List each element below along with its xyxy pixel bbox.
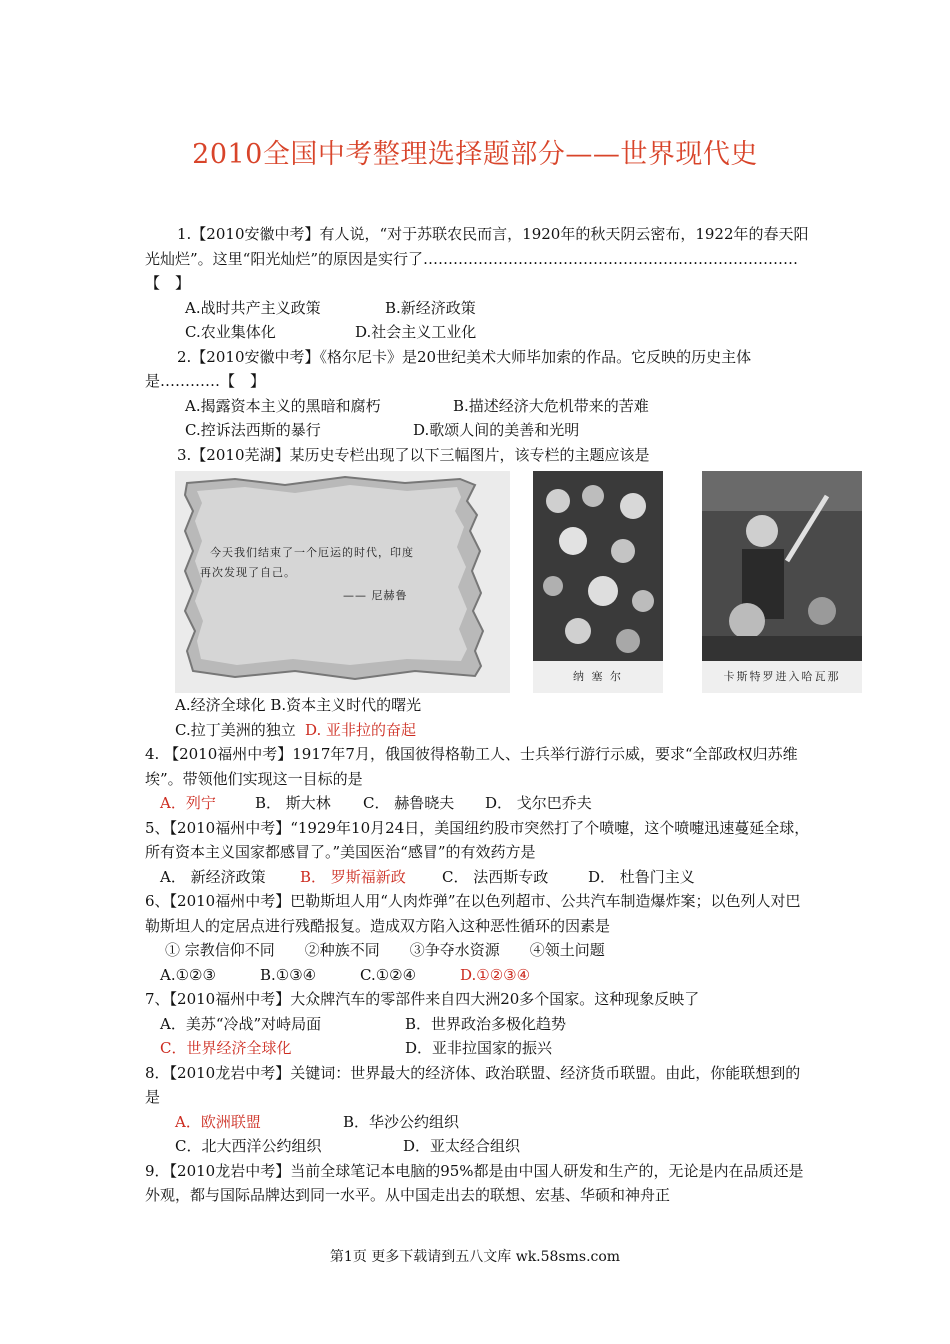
- q3-options-row2: [145, 718, 810, 743]
- quote-line-2: 再次发现了自己。: [200, 566, 296, 579]
- q3-images: [175, 471, 865, 693]
- castro-photo-graphic: [702, 471, 862, 661]
- q1-stem: 1.【2010安徽中考】有人说，“对于苏联农民而言，1920年的秋天阴云密布，1922年的春天阳光灿烂”。这里“阳光灿烂”的原因是实行了…………………………………………………………………【 】: [145, 225, 809, 292]
- q8-option-c: C．北大西洋公约组织: [175, 1137, 322, 1155]
- q7-option-b: B．世界政治多极化趋势: [405, 1014, 567, 1033]
- q5-stem: 5、【2010福州中考】“1929年10月24日，美国纽约股市突然打了个喷嚏，这个喷嚏迅速蔓延全球，所有资本主义国家都感冒了。”美国医治“感冒”的有效药方是: [145, 818, 810, 861]
- quote-author: —— 尼赫鲁: [343, 589, 408, 602]
- q5-option-a: A． 新经济政策: [160, 867, 266, 886]
- q8-option-a: A．欧洲联盟: [175, 1112, 261, 1131]
- q8-option-d: D．亚太经合组织: [403, 1137, 521, 1155]
- q7-stem: 7、【2010福州中考】大众牌汽车的零部件来自四大洲20多个国家。这种现象反映了: [145, 990, 700, 1008]
- q1-options-row1: [145, 296, 810, 321]
- q4-option-a: A．列宁: [160, 794, 216, 812]
- nehru-quote-image: [175, 471, 510, 693]
- q7-option-c: C．世界经济全球化: [160, 1039, 292, 1057]
- document-body: [145, 222, 841, 1208]
- q6-option-a: A.①②③: [160, 965, 216, 984]
- q3-option-d: D. 亚非拉的奋起: [305, 720, 417, 739]
- q9-stem: 9．【2010龙岩中考】当前全球笔记本电脑的95%都是由中国人研发和生产的，无论是内在品质还是外观，都与国际品牌达到同一水平。从中国走出去的联想、宏基、华硕和神舟正: [145, 1161, 804, 1204]
- q3-stem: 3.【2010芜湖】某历史专栏出现了以下三幅图片，该专栏的主题应该是: [177, 445, 650, 464]
- q7-option-a: A．美苏“冷战”对峙局面: [160, 1014, 322, 1033]
- q4-option-b: B． 斯大林: [255, 794, 331, 812]
- page-footer: 第1页 更多下载请到五八文库 wk.58sms.com: [329, 1249, 621, 1265]
- q5-option-b: B． 罗斯福新政: [300, 867, 406, 886]
- q7-options-row2: [145, 1036, 810, 1061]
- castro-caption: 卡斯特罗进入哈瓦那: [723, 669, 841, 683]
- q5-options: [145, 865, 810, 890]
- q5-option-d: D． 杜鲁门主义: [588, 867, 695, 886]
- q3-option-ab: A.经济全球化 B.资本主义时代的曙光: [175, 696, 422, 714]
- q1-option-b: B.新经济政策: [385, 298, 476, 317]
- q7-options-row1: [145, 1012, 810, 1037]
- castro-photo: [702, 471, 862, 693]
- q7-option-d: D．亚非拉国家的振兴: [405, 1039, 553, 1057]
- q4-option-c: C． 赫鲁晓夫: [363, 794, 455, 812]
- q4-options: [145, 791, 810, 816]
- document-title: 2010全国中考整理选择题部分——世界现代史: [192, 139, 758, 170]
- nasser-caption: 纳 塞 尔: [573, 669, 623, 683]
- q6-options: [145, 963, 810, 988]
- q8-options-row1: [145, 1110, 810, 1135]
- q1-option-c: C.农业集体化: [185, 323, 276, 341]
- q5-option-c: C． 法西斯专政: [442, 867, 549, 886]
- q8-option-b: B．华沙公约组织: [343, 1112, 460, 1131]
- q2-options-row2: [145, 418, 810, 443]
- q8-stem: 8．【2010龙岩中考】关键词：世界最大的经济体、政治联盟、经济货币联盟。由此，你能联想到的是: [145, 1063, 801, 1106]
- q1-option-d: D.社会主义工业化: [355, 323, 477, 341]
- q2-option-c: C.控诉法西斯的暴行: [185, 421, 321, 439]
- q1-option-a: A.战时共产主义政策: [185, 298, 321, 317]
- q2-option-d: D.歌颂人间的美善和光明: [413, 421, 580, 439]
- q2-option-a: A.揭露资本主义的黑暗和腐朽: [185, 396, 381, 415]
- q8-options-row2: [145, 1134, 810, 1159]
- q4-stem: 4. 【2010福州中考】1917年7月，俄国彼得格勒工人、士兵举行游行示威，要求“全部政权归苏维埃”。带领他们实现这一目标的是: [145, 745, 798, 788]
- crowd-photo-graphic: [533, 471, 663, 661]
- q2-stem: 2.【2010安徽中考】《格尔尼卡》是20世纪美术大师毕加索的作品。它反映的历史主体是…………【 】: [145, 347, 752, 390]
- q2-option-b: B.描述经济大危机带来的苦难: [453, 396, 649, 415]
- q6-option-b: B.①③④: [260, 965, 317, 984]
- q2-options-row1: [145, 394, 810, 419]
- torn-paper-graphic: [175, 471, 510, 693]
- q6-option-d: D.①②③④: [460, 965, 531, 984]
- q1-options-row2: [145, 320, 810, 345]
- quote-line-1: 今天我们结束了一个厄运的时代，印度: [210, 546, 414, 559]
- q3-option-c: C.拉丁美洲的独立: [175, 720, 296, 739]
- q4-option-d: D． 戈尔巴乔夫: [485, 794, 592, 812]
- q6-items: ① 宗教信仰不同 ②种族不同 ③争夺水资源 ④领土问题: [165, 941, 605, 959]
- nasser-photo: [533, 471, 663, 693]
- q6-stem: 6、【2010福州中考】巴勒斯坦人用“人肉炸弹”在以色列超市、公共汽车制造爆炸案；以色列人对巴勒斯坦人的定居点进行残酷报复。造成双方陷入这种恶性循环的因素是: [145, 892, 801, 935]
- q6-option-c: C.①②④: [360, 965, 417, 984]
